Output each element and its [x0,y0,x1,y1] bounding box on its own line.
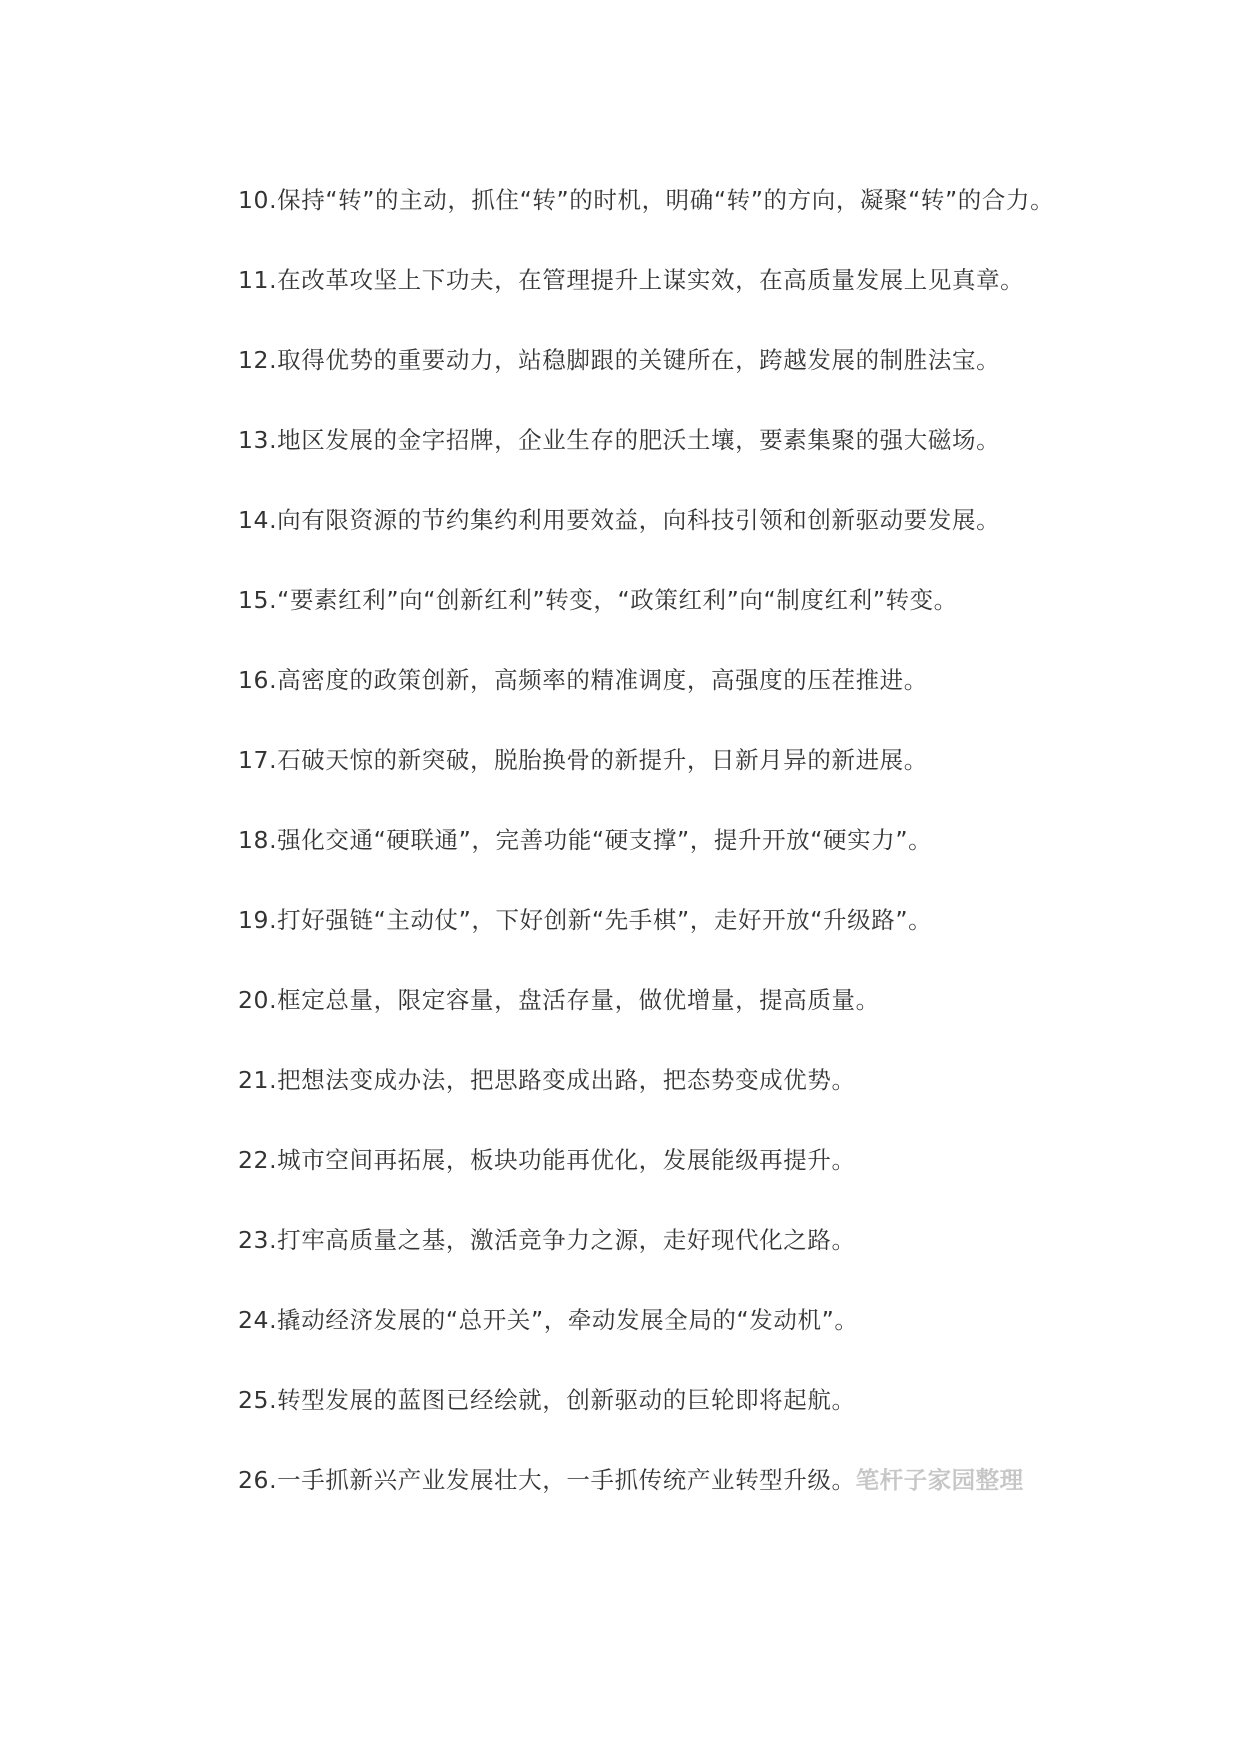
paragraph-20: 20.框定总量，限定容量，盘活存量，做优增量，提高质量。 [238,986,880,1014]
paragraph-26 [190,1448,1058,1513]
paragraph-13: 13.地区发展的金字招牌，企业生存的肥沃土壤，要素集聚的强大磁场。 [238,426,1001,454]
paragraph-16: 16.高密度的政策创新，高频率的精准调度，高强度的压茬推进。 [238,666,928,694]
document-body [190,168,1058,1528]
paragraph-11: 11.在改革攻坚上下功夫，在管理提升上谋实效，在高质量发展上见真章。 [238,266,1025,294]
paragraph-10: 10.保持“转”的主动，抓住“转”的时机，明确“转”的方向，凝聚“转”的合力。 [238,186,1055,214]
watermark-text: 笔杆子家园整理 [855,1466,1024,1494]
paragraph-23: 23.打牢高质量之基，激活竞争力之源，走好现代化之路。 [238,1226,856,1254]
paragraph-21: 21.把想法变成办法，把思路变成出路，把态势变成优势。 [238,1066,856,1094]
paragraph-18: 18.强化交通“硬联通”，完善功能“硬支撑”，提升开放“硬实力”。 [238,826,933,854]
paragraph-14: 14.向有限资源的节约集约利用要效益，向科技引领和创新驱动要发展。 [238,506,1001,534]
paragraph-19: 19.打好强链“主动仗”，下好创新“先手棋”，走好开放“升级路”。 [238,906,933,934]
paragraph-17: 17.石破天惊的新突破，脱胎换骨的新提升，日新月异的新进展。 [238,746,928,774]
paragraph-22: 22.城市空间再拓展，板块功能再优化，发展能级再提升。 [238,1146,856,1174]
paragraph-24: 24.撬动经济发展的“总开关”，牵动发展全局的“发动机”。 [238,1306,859,1334]
paragraph-15: 15.“要素红利”向“创新红利”转变，“政策红利”向“制度红利”转变。 [238,586,958,614]
paragraph-25: 25.转型发展的蓝图已经绘就，创新驱动的巨轮即将起航。 [238,1386,856,1414]
paragraph-12: 12.取得优势的重要动力，站稳脚跟的关键所在，跨越发展的制胜法宝。 [238,346,1001,374]
paragraph-26-text: 26.一手抓新兴产业发展壮大，一手抓传统产业转型升级。 [238,1466,856,1494]
